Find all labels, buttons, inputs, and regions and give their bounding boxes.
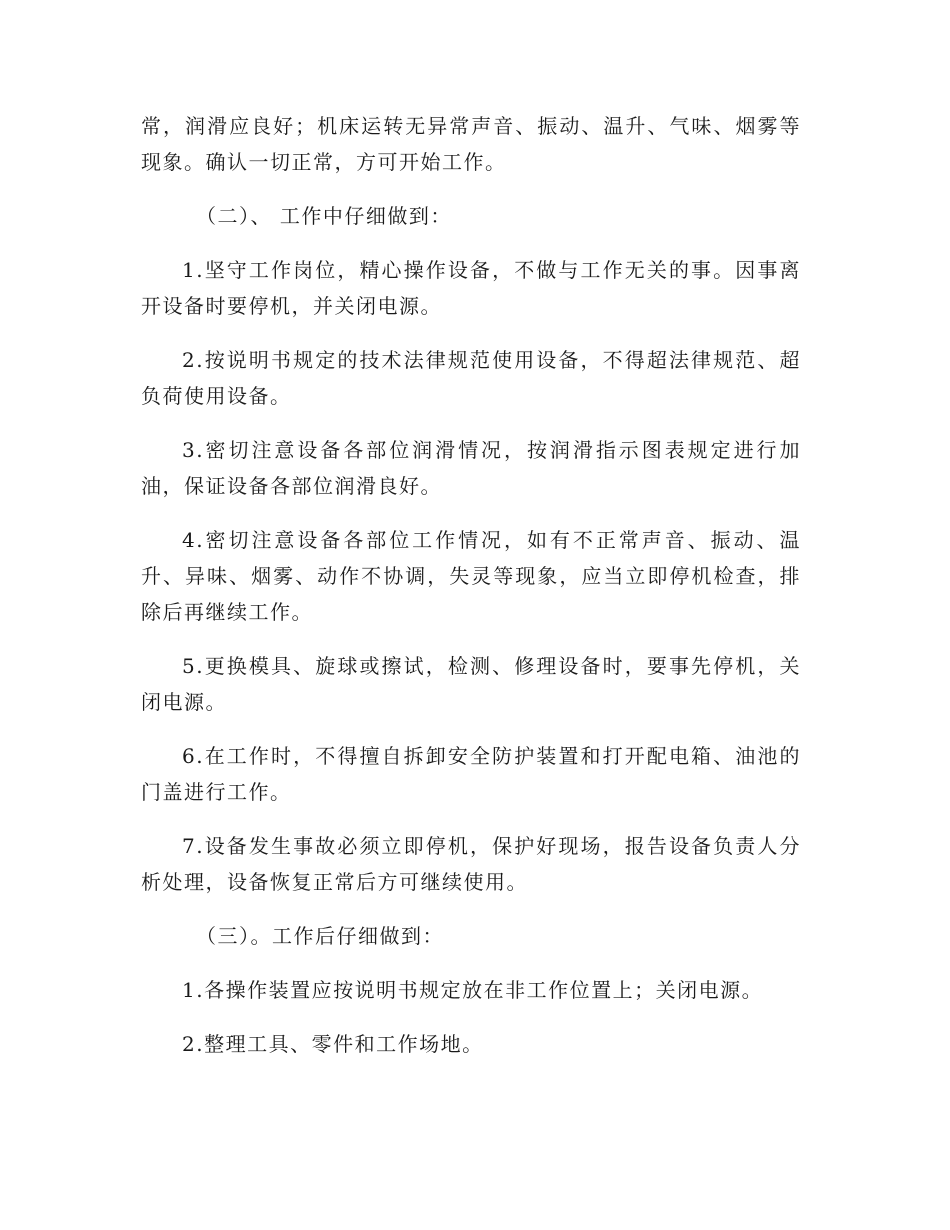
section-heading-3: （三）。工作后仔细做到： (196, 924, 444, 948)
section-heading-2: （二）、 工作中仔细做到： (196, 204, 452, 228)
list-item-2-1: 1.坚守工作岗位，精心操作设备，不做与工作无关的事。因事离开设备时要停机，并关闭电源。 (141, 258, 801, 318)
list-item-2-7: 7.设备发生事故必须立即停机，保护好现场，报告设备负责人分析处理，设备恢复正常后方可继续使用。 (141, 834, 801, 894)
list-item-2-6: 6.在工作时，不得擅自拆卸安全防护装置和打开配电箱、油池的门盖进行工作。 (141, 744, 801, 804)
list-item-2-4: 4.密切注意设备各部位工作情况，如有不正常声音、振动、温升、异味、烟雾、动作不协调，失灵等现象，应当立即停机检查，排除后再继续工作。 (141, 528, 801, 624)
list-item-2-3: 3.密切注意设备各部位润滑情况，按润滑指示图表规定进行加油，保证设备各部位润滑良好。 (141, 438, 801, 498)
list-item-3-1: 1.各操作装置应按说明书规定放在非工作位置上；关闭电源。 (182, 978, 764, 1002)
list-item-2-2: 2.按说明书规定的技术法律规范使用设备，不得超法律规范、超负荷使用设备。 (141, 348, 801, 408)
list-item-3-2: 2.整理工具、零件和工作场地。 (182, 1032, 484, 1056)
paragraph-continuation: 常，润滑应良好；机床运转无异常声音、振动、温升、气味、烟雾等现象。确认一切正常，方可开始工作。 (141, 114, 801, 174)
list-item-2-5: 5.更换模具、旋球或擦试，检测、修理设备时，要事先停机，关闭电源。 (141, 654, 801, 714)
